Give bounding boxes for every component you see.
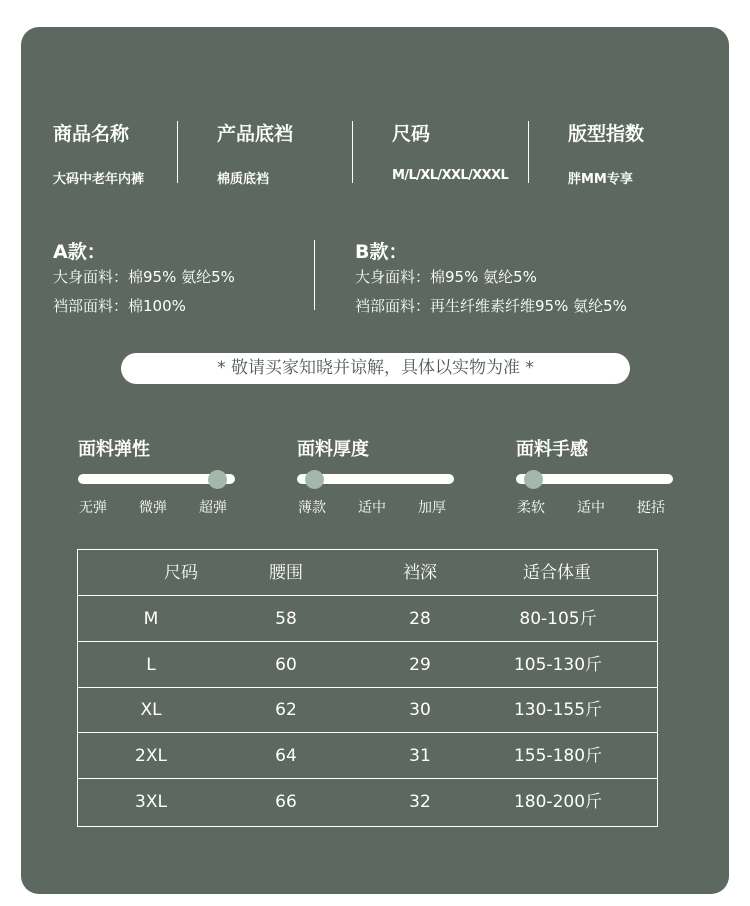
style-b-body-fabric: 大身面料：棉95% 氨纶5% [355,268,537,286]
divider [177,121,178,183]
crotch-label: 产品底裆 [217,123,294,145]
style-a-crotch-fabric: 裆部面料：棉100% [53,297,186,315]
hand-feel-tick: 挺括 [637,500,665,516]
header-weight: 适合体重 [523,563,591,583]
thickness-tick: 薄款 [298,500,326,516]
cell-crotch-depth: 32 [409,792,431,812]
cell-weight: 80-105斤 [519,609,597,629]
cell-waist: 66 [275,792,297,812]
size-label: 尺码 [392,123,431,145]
cell-crotch-depth: 30 [409,700,431,720]
table-row [78,779,657,826]
hand-feel-knob [524,470,543,489]
cell-size: L [146,655,156,675]
thickness-title: 面料厚度 [297,439,369,460]
cell-weight: 155-180斤 [513,746,603,766]
elasticity-tick: 微弹 [139,500,167,516]
cell-waist: 58 [275,609,297,629]
elasticity-title: 面料弹性 [78,439,150,460]
header-crotch-depth: 裆深 [403,563,437,583]
header-waist: 腰围 [269,563,303,583]
elasticity-tick: 超弹 [199,500,227,516]
elasticity-knob [208,470,227,489]
crotch-value: 棉质底裆 [217,172,270,187]
table-row [78,642,657,688]
notice-banner: * 敬请买家知晓并谅解，具体以实物为准 * [121,353,630,384]
cell-weight: 180-200斤 [513,792,603,812]
style-a-title: A款： [53,241,106,263]
hand-feel-title: 面料手感 [516,439,588,460]
cell-weight: 130-155斤 [513,700,603,720]
size-table [77,549,658,827]
divider [528,121,529,183]
style-b-crotch-fabric: 裆部面料：再生纤维素纤维95% 氨纶5% [355,297,627,315]
cell-size: XL [140,700,162,720]
cell-size: M [143,609,159,629]
table-row [78,596,657,642]
product-name-value: 大码中老年内裤 [53,172,145,187]
cell-size: 3XL [135,792,167,812]
fit-label: 版型指数 [568,123,645,145]
hand-feel-tick: 适中 [577,500,605,516]
cell-crotch-depth: 31 [409,746,431,766]
divider [314,240,315,310]
product-name-label: 商品名称 [53,123,130,145]
cell-waist: 60 [275,655,297,675]
elasticity-tick: 无弹 [79,500,107,516]
cell-weight: 105-130斤 [513,655,603,675]
table-header-row [78,550,657,596]
cell-waist: 62 [275,700,297,720]
fit-value: 胖MM专享 [568,172,633,187]
divider [352,121,353,183]
cell-waist: 64 [275,746,297,766]
header-size: 尺码 [164,563,198,583]
cell-crotch-depth: 28 [409,609,431,629]
table-row [78,733,657,779]
thickness-tick: 适中 [358,500,386,516]
hand-feel-tick: 柔软 [517,500,545,516]
style-a-body-fabric: 大身面料：棉95% 氨纶5% [53,268,235,286]
cell-crotch-depth: 29 [409,655,431,675]
thickness-tick: 加厚 [418,500,446,516]
table-row [78,688,657,733]
thickness-knob [305,470,324,489]
cell-size: 2XL [135,746,167,766]
size-value: M/L/XL/XXL/XXXL [392,168,509,183]
style-b-title: B款： [355,241,408,263]
